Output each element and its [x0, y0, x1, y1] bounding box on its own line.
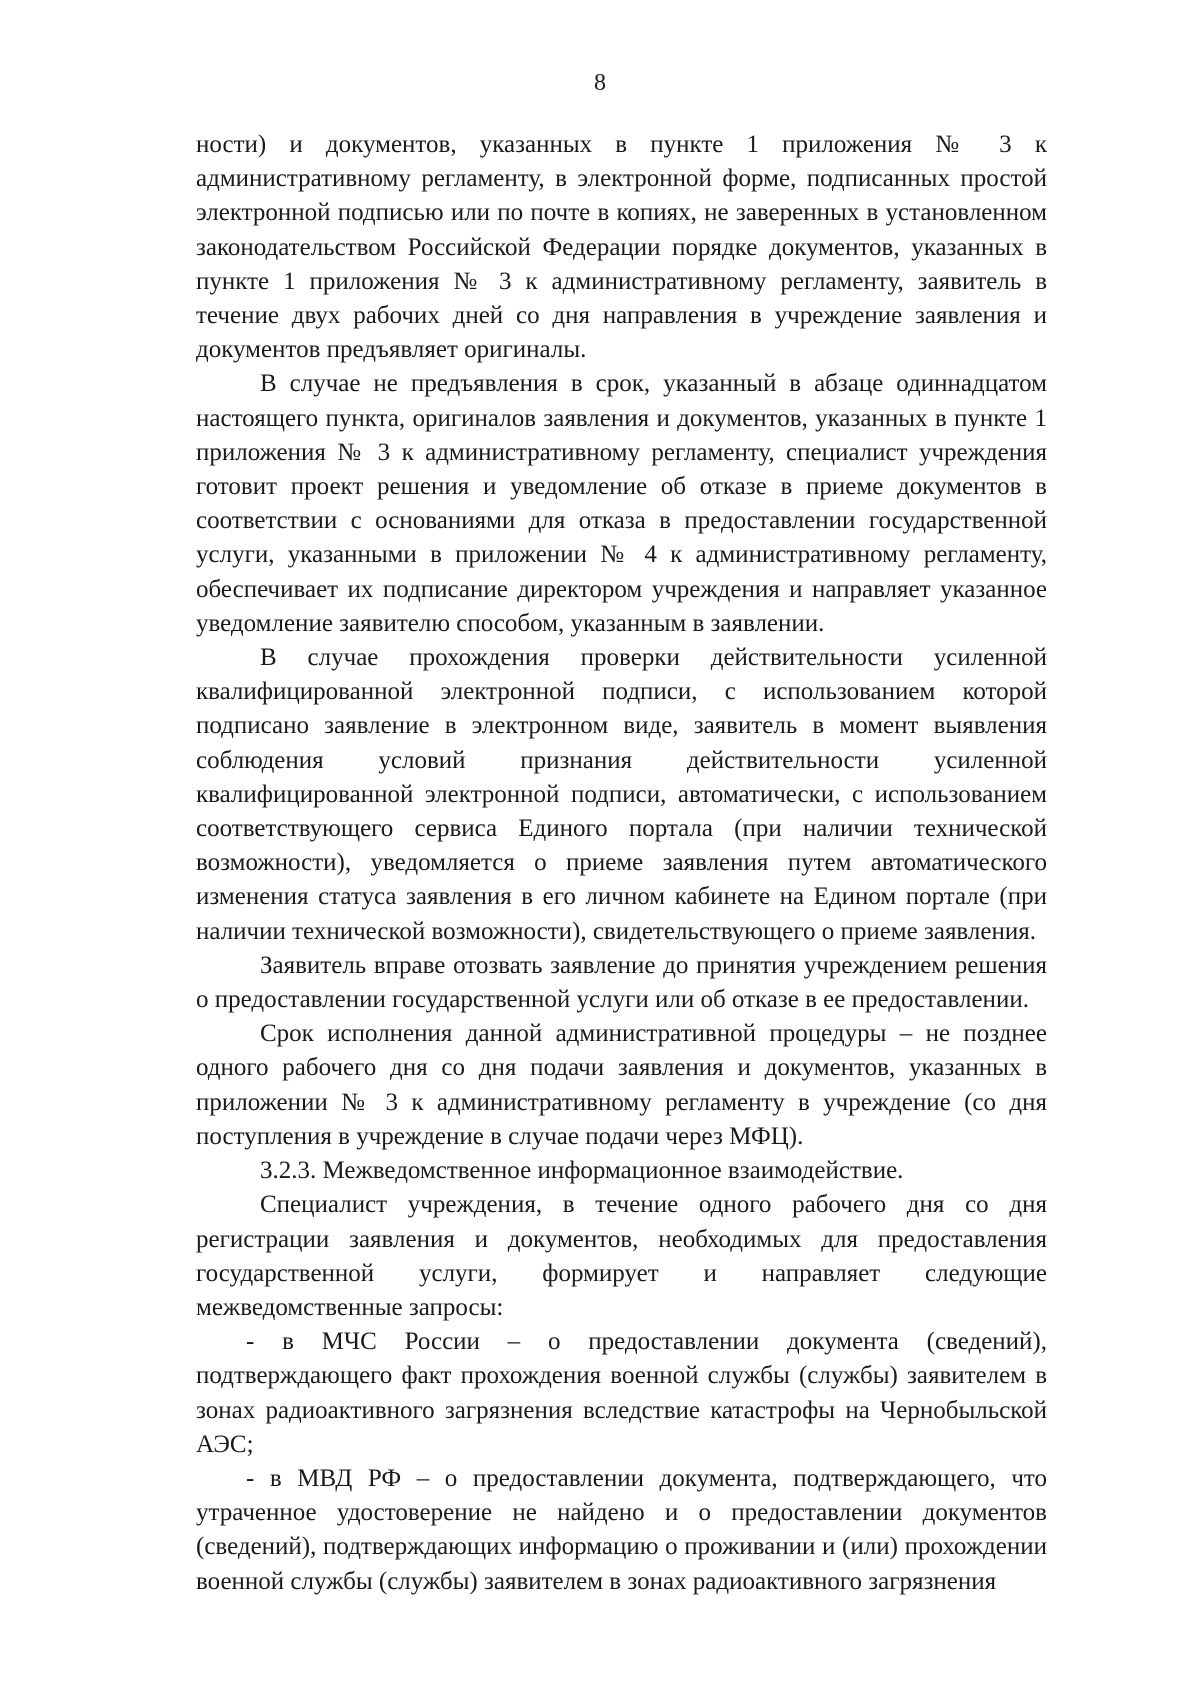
paragraph-withdraw-application: Заявитель вправе отозвать заявление до принятия учреждением решения о предоставлении государственной услуги или об отказе в ее предоставлении. [196, 951, 1047, 1014]
paragraph-procedure-deadline: Срок исполнения данной административной процедуры – не позднее одного рабочего дня со дня подачи заявления и документов, указанных в приложении № 3 к административному регламенту в учреждение (со дня поступления в учреждение в случае подачи через МФЦ). [196, 1020, 1047, 1150]
list-item-mvd-request: - в МВД РФ – о предоставлении документа, подтверждающего, что утраченное удостоверение не найдено и о предоставлении документов (сведений), подтверждающих информацию о проживании и (или) прохождении военной службы (службы) заявителем в зонах радиоактивного загрязнения [196, 1464, 1047, 1595]
paragraph-continuation: ности) и документов, указанных в пункте 1 приложения № 3 к административному регламенту, в электронной форме, подписанных простой электронной подписью или по почте в копиях, не заверенных в установленном законодательством Российской Федерации порядке документов, указанных в пункте 1 приложения № 3 к административному регламенту, заявитель в течение двух рабочих дней со дня направления в учреждение заявления и документов предъявляет оригиналы. [196, 131, 1047, 364]
list-item-mchs-request: - в МЧС России – о предоставлении документа (сведений), подтверждающего факт прохождения военной службы (службы) заявителем в зонах радиоактивного загрязнения вследствие катастрофы на Чернобыльской АЭС; [196, 1328, 1047, 1458]
document-body [196, 128, 1047, 1599]
section-heading-3-2-3: 3.2.3. Межведомственное информационное взаимодействие. [260, 1157, 904, 1185]
paragraph-interagency-requests: Специалист учреждения, в течение одного рабочего дня со дня регистрации заявления и документов, необходимых для предоставления государственной услуги, формирует и направляет следующие межведомственные запросы: [196, 1191, 1047, 1321]
page-number: 8 [594, 70, 606, 96]
paragraph-originals-not-presented: В случае не предъявления в срок, указанный в абзаце одиннадцатом настоящего пункта, оригиналов заявления и документов, указанных в пункте 1 приложения № 3 к административному регламенту, специалист учреждения готовит проект решения и уведомление об отказе в приеме документов в соответствии с основаниями для отказа в предоставлении государственной услуги, указанными в приложении № 4 к административному регламенту, обеспечивает их подписание директором учреждения и направляет указанное уведомление заявителю способом, указанным в заявлении. [196, 370, 1047, 637]
paragraph-signature-verification: В случае прохождения проверки действительности усиленной квалифицированной электронной подписи, с использованием которой подписано заявление в электронном виде, заявитель в момент выявления соблюдения условий признания действительности усиленной квалифицированной электронной подписи, автоматически, с использованием соответствующего сервиса Единого портала (при наличии технической возможности), уведомляется о приеме заявления путем автоматического изменения статуса заявления в его личном кабинете на Едином портале (при наличии технической возможности), свидетельствующего о приеме заявления. [196, 644, 1047, 945]
